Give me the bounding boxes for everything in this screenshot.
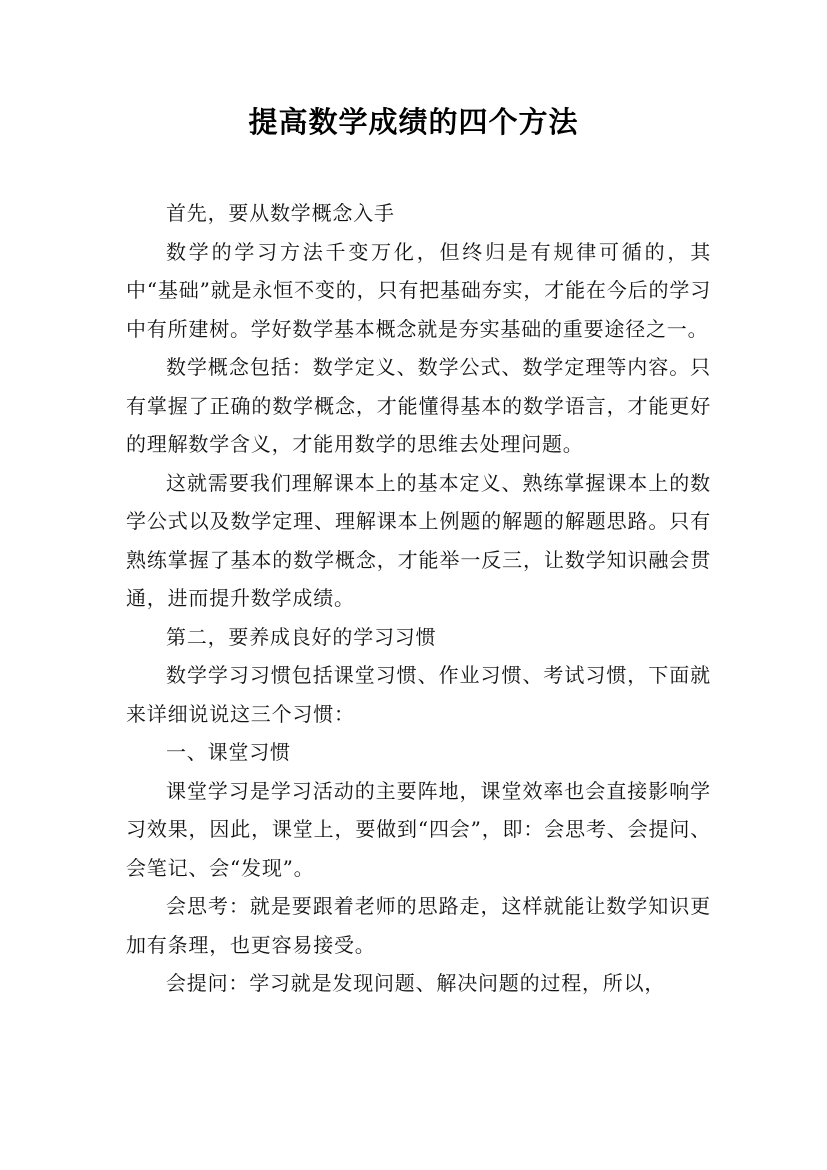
paragraph: 会提问：学习就是发现问题、解决问题的过程，所以， xyxy=(166,971,666,995)
paragraph: 这就需要我们理解课本上的基本定义、熟练掌握课本上的数学公式以及数学定理、理解课本上例题的解题的解题思路。只有熟练掌握了基本的数学概念，才能举一反三，让数学知识融会贯通，进而提升数学成绩。 xyxy=(126,470,711,610)
paragraph: 课堂学习是学习活动的主要阵地，课堂效率也会直接影响学习效果，因此，课堂上，要做到“四会”，即：会思考、会提问、会笔记、会“发现”。 xyxy=(126,778,711,880)
paragraph: 会思考：就是要跟着老师的思路走，这样就能让数学知识更加有条理，也更容易接受。 xyxy=(126,894,711,957)
paragraph-heading-first: 首先，要从数学概念入手 xyxy=(166,201,395,225)
paragraph: 数学的学习方法千变万化，但终归是有规律可循的，其中“基础”就是永恒不变的，只有把基础夯实，才能在今后的学习中有所建树。学好数学基本概念就是夯实基础的重要途径之一。 xyxy=(126,239,711,341)
document-body xyxy=(126,194,711,1003)
paragraph-heading-second: 第二，要养成良好的学习习惯 xyxy=(166,624,437,649)
paragraph: 数学概念包括：数学定义、数学公式、数学定理等内容。只有掌握了正确的数学概念，才能懂得基本的数学语言，才能更好的理解数学含义，才能用数学的思维去处理问题。 xyxy=(126,355,711,456)
paragraph: 数学学习习惯包括课堂习惯、作业习惯、考试习惯，下面就来详细说说这三个习惯： xyxy=(126,663,711,726)
paragraph-subheading-classroom: 一、课堂习惯 xyxy=(166,740,291,764)
document-title: 提高数学成绩的四个方法 xyxy=(248,105,579,139)
